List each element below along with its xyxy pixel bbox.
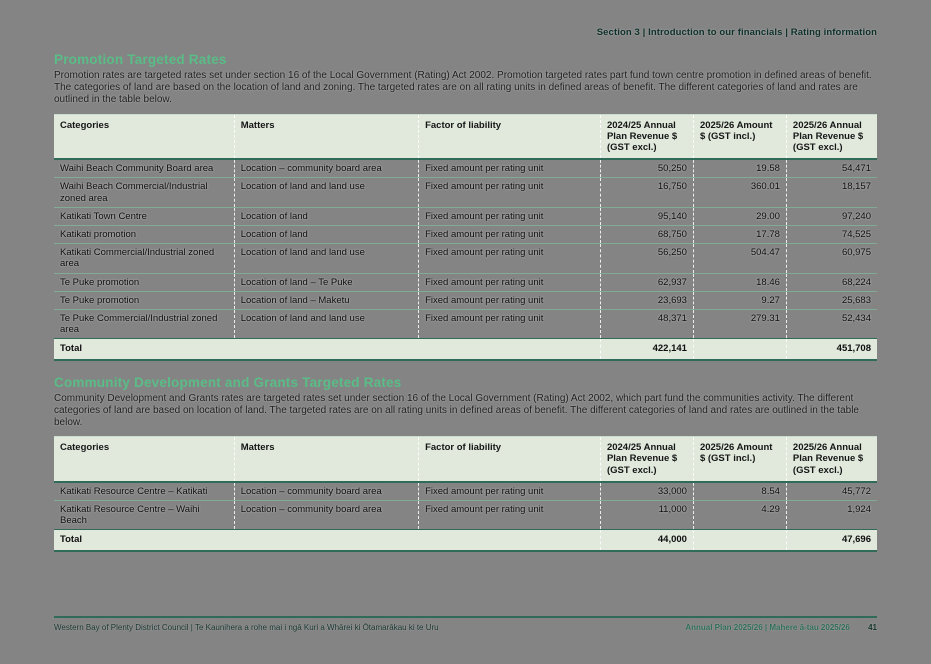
- table-cell: Fixed amount per rating unit: [419, 500, 601, 529]
- table-cell: Fixed amount per rating unit: [419, 273, 601, 291]
- section-title: Community Development and Grants Targeted Rates: [54, 374, 402, 390]
- table-row: [54, 310, 877, 339]
- table-cell: Katikati promotion: [60, 228, 137, 240]
- table-cell: 19.58: [693, 159, 786, 178]
- total-label: Total: [60, 343, 82, 355]
- section-intro: Community Development and Grants rates are targeted rates set under section 16 of the Local Government (Rating) Act 2002, which part fund the communities activity. The different categories of land are based on location of land. The targeted rates are on all rating units in defined areas of benefit. The different categories of land and rates are outlined in the table below.: [54, 392, 859, 428]
- table-cell: Location of land: [234, 225, 418, 243]
- column-header: Factor of liability: [419, 114, 601, 159]
- table-cell: 68,750: [600, 225, 693, 243]
- table-cell: 8.54: [693, 482, 786, 501]
- column-header: Categories: [54, 437, 234, 482]
- total-label: Total: [60, 534, 82, 546]
- table-cell: Location of land and land use: [234, 244, 418, 273]
- footer-left: Western Bay of Plenty District Council | Te Kaunihera a rohe mai i ngā Kuri a Whārei ki Ōtamarākau ki te Uru: [54, 623, 439, 632]
- table-cell: Location of land and land use: [234, 178, 418, 207]
- total-value: [693, 530, 786, 551]
- table-cell: Location of land – Te Puke: [234, 273, 418, 291]
- table-row: [54, 244, 877, 273]
- table-cell: Location of land – Maketu: [234, 291, 418, 309]
- table-cell: 50,250: [600, 159, 693, 178]
- sections-container: [54, 52, 877, 552]
- column-header: 2025/26 Amount $ (GST incl.): [693, 437, 786, 482]
- table-cell: 18,157: [786, 178, 877, 207]
- table-cell: 279.31: [693, 310, 786, 339]
- table-cell: 56,250: [600, 244, 693, 273]
- rate-section: [54, 375, 877, 552]
- table-cell: Fixed amount per rating unit: [419, 159, 601, 178]
- column-header: Factor of liability: [419, 437, 601, 482]
- table-cell: 504.47: [693, 244, 786, 273]
- table-cell: Waihi Beach Community Board area: [60, 163, 214, 175]
- table-row: [54, 482, 877, 501]
- table-cell: Katikati Resource Centre – Katikati: [60, 485, 208, 497]
- table-header-row: [54, 437, 877, 482]
- table-cell: Fixed amount per rating unit: [419, 244, 601, 273]
- page-number: 41: [868, 623, 877, 632]
- table-row: [54, 178, 877, 207]
- table-cell: 52,434: [786, 310, 877, 339]
- table-cell: Katikati Resource Centre – Waihi Beach: [60, 503, 200, 527]
- table-cell: 1,924: [786, 500, 877, 529]
- column-header: Matters: [234, 437, 418, 482]
- total-value: 451,708: [786, 339, 877, 360]
- table-cell: Fixed amount per rating unit: [419, 482, 601, 501]
- table-header-row: [54, 114, 877, 159]
- column-header: 2024/25 Annual Plan Revenue $ (GST excl.): [600, 437, 693, 482]
- table-cell: 33,000: [600, 482, 693, 501]
- table-cell: Fixed amount per rating unit: [419, 310, 601, 339]
- table-cell: 11,000: [600, 500, 693, 529]
- total-value: 44,000: [600, 530, 693, 551]
- table-cell: Katikati Town Centre: [60, 210, 147, 222]
- table-cell: Fixed amount per rating unit: [419, 291, 601, 309]
- table-cell: 25,683: [786, 291, 877, 309]
- table-cell: 95,140: [600, 207, 693, 225]
- column-header: Categories: [54, 114, 234, 159]
- total-value: 47,696: [786, 530, 877, 551]
- footer-right: Annual Plan 2025/26 | Mahere ā-tau 2025/26: [685, 623, 850, 632]
- table-cell: Location – community board area: [234, 482, 418, 501]
- table-row: [54, 273, 877, 291]
- column-header: 2025/26 Annual Plan Revenue $ (GST excl.): [786, 114, 877, 159]
- table-cell: 97,240: [786, 207, 877, 225]
- table-cell: Location – community board area: [234, 159, 418, 178]
- table-cell: 360.01: [693, 178, 786, 207]
- column-header: 2024/25 Annual Plan Revenue $ (GST excl.): [600, 114, 693, 159]
- section-intro: Promotion rates are targeted rates set under section 16 of the Local Government (Rating) Act 2002. Promotion targeted rates part fund town centre promotion in defined areas of benefit. The categories of land are based on the location of land and zoning. The targeted rates are on all rating units in defined areas of benefit. The different categories of land and rates are outlined in the table below.: [54, 70, 872, 106]
- table-cell: Te Puke promotion: [60, 276, 140, 288]
- column-header: 2025/26 Amount $ (GST incl.): [693, 114, 786, 159]
- column-header: 2025/26 Annual Plan Revenue $ (GST excl.): [786, 437, 877, 482]
- table-cell: Fixed amount per rating unit: [419, 178, 601, 207]
- table-cell: 45,772: [786, 482, 877, 501]
- column-header: Matters: [234, 114, 418, 159]
- table-body: [54, 159, 877, 339]
- table-cell: 54,471: [786, 159, 877, 178]
- table-cell: 62,937: [600, 273, 693, 291]
- rates-table: [54, 114, 877, 361]
- footer-right-group: [685, 623, 877, 632]
- rate-section: [54, 52, 877, 361]
- rates-table: [54, 436, 877, 551]
- table-cell: 48,371: [600, 310, 693, 339]
- table-cell: 9.27: [693, 291, 786, 309]
- page-footer: [54, 616, 877, 632]
- table-cell: 60,975: [786, 244, 877, 273]
- table-row: [54, 225, 877, 243]
- table-cell: 23,693: [600, 291, 693, 309]
- table-cell: Te Puke Commercial/Industrial zoned area: [60, 313, 218, 336]
- table-total-row: [54, 530, 877, 551]
- total-value: [693, 339, 786, 360]
- table-cell: Location – community board area: [234, 500, 418, 529]
- table-row: [54, 207, 877, 225]
- section-title: Promotion Targeted Rates: [54, 52, 227, 67]
- page-header: Section 3 | Introduction to our financials | Rating information: [596, 27, 877, 38]
- table-cell: 4.29: [693, 500, 786, 529]
- table-cell: 18.46: [693, 273, 786, 291]
- table-cell: 16,750: [600, 178, 693, 207]
- table-cell: 74,525: [786, 225, 877, 243]
- table-cell: 17.78: [693, 225, 786, 243]
- table-row: [54, 291, 877, 309]
- total-value: 422,141: [600, 339, 693, 360]
- table-cell: Location of land and land use: [234, 310, 418, 339]
- table-cell: Location of land: [234, 207, 418, 225]
- table-row: [54, 500, 877, 529]
- table-total-row: [54, 339, 877, 360]
- table-cell: Katikati Commercial/Industrial zoned area: [60, 247, 215, 270]
- table-cell: Fixed amount per rating unit: [419, 207, 601, 225]
- table-cell: Waihi Beach Commercial/Industrial zoned area: [60, 181, 208, 204]
- table-cell: Te Puke promotion: [60, 294, 140, 306]
- table-body: [54, 482, 877, 530]
- table-cell: 29.00: [693, 207, 786, 225]
- table-row: [54, 159, 877, 178]
- table-cell: 68,224: [786, 273, 877, 291]
- table-cell: Fixed amount per rating unit: [419, 225, 601, 243]
